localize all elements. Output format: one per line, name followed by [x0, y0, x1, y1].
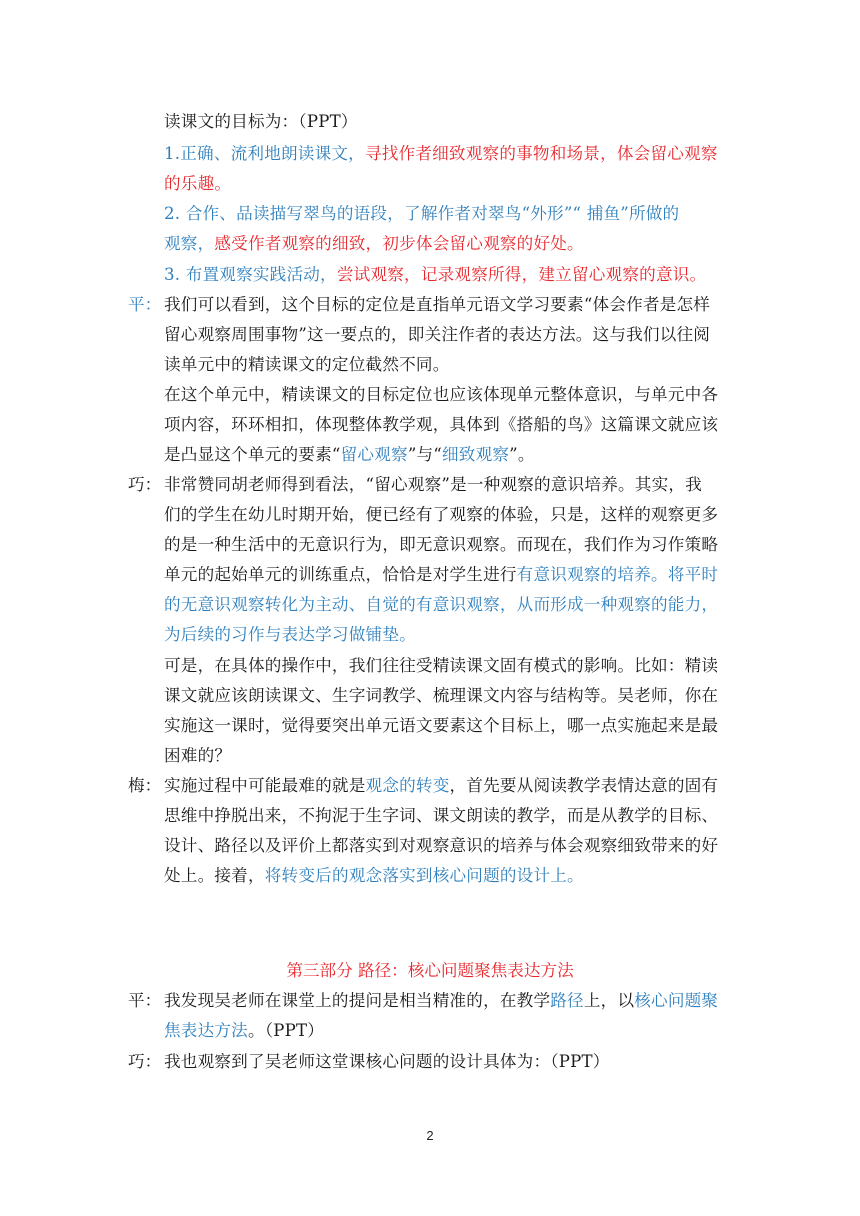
mei1-line-4 [164, 865, 584, 887]
ping1-line-6 [164, 444, 535, 466]
qiao2-line-1: 我也观察到了吴老师这堂课核心问题的设计具体为：（PPT） [164, 1052, 610, 1071]
goal-1-number: 1. [164, 144, 181, 163]
speaker-qiao: 巧： [128, 475, 162, 494]
qiao1-line-9: 实施这一课时，觉得要突出单元语文要素这个目标上，哪一点实施起来是最 [164, 716, 719, 735]
ping1-l6-highlight-1: 留心观察 [340, 445, 408, 464]
goal-3-blue-text: 3. 布置观察实践活动， [164, 265, 337, 284]
mei1-line-1 [164, 775, 718, 797]
qiao1-line-6: 为后续的习作与表达学习做铺垫。 [164, 625, 416, 644]
goal-2-red-text: 感受作者观察的细致，初步体会留心观察的好处。 [214, 234, 584, 253]
goal-2-line-2 [164, 233, 584, 255]
goal-2-blue-text: 观察， [164, 234, 215, 253]
goal-3-red-text: 尝试观察，记录观察所得，建立留心观察的意识。 [336, 265, 707, 284]
qiao1-line-3: 的是一种生活中的无意识行为，即无意识观察。而现在，我们作为习作策略 [164, 535, 719, 554]
qiao1-line-7: 可是，在具体的操作中，我们往往受精读课文固有模式的影响。比如：精读 [164, 656, 719, 675]
qiao1-l4-highlight: 有意识观察的培养。将平时 [516, 565, 719, 584]
ping1-line-4: 在这个单元中，精读课文的目标定位也应该体现单元整体意识，与单元中各 [164, 385, 719, 404]
mei1-line-2: 思维中挣脱出来，不拘泥于生字词、课文朗读的教学，而是从教学的目标、 [164, 806, 719, 825]
qiao1-line-4 [164, 564, 718, 586]
ping1-l6-text-c: ”与“ [407, 445, 442, 464]
ping1-l6-text-e: ”。 [509, 445, 535, 464]
ping1-line-2: 留心观察周围事物”这一要点的，即关注作者的表达方法。这与我们以往阅 [164, 325, 711, 344]
ping2-l2-highlight: 焦表达方法 [164, 1021, 248, 1040]
qiao1-line-10: 困难的？ [164, 746, 232, 765]
speaker-mei: 梅： [128, 776, 162, 795]
ping2-l2-text: 。（PPT） [247, 1021, 325, 1040]
goal-1-line-2: 的乐趣。 [164, 174, 232, 193]
qiao1-line-8: 课文就应该朗读课文、生字词教学、梳理课文内容与结构等。吴老师，你在 [164, 686, 719, 705]
ping1-line-5: 项内容，环环相扣，体现整体教学观，具体到《搭船的鸟》这篇课文就应该 [164, 415, 719, 434]
speaker-ping: 平： [128, 295, 162, 314]
mei1-l4-highlight: 将转变后的观念落实到核心问题的设计上。 [264, 866, 584, 885]
qiao1-l4-text: 单元的起始单元的训练重点，恰恰是对学生进行 [164, 565, 517, 584]
ping1-line-1: 我们可以看到，这个目标的定位是直指单元语文学习要素“体会作者是怎样 [164, 295, 711, 314]
goal-1-blue-text: 正确、流利地朗读课文， [180, 144, 365, 163]
ping2-l1-highlight-1: 路径 [550, 991, 584, 1010]
goals-intro: 读课文的目标为：（PPT） [164, 112, 358, 131]
mei1-l1-highlight: 观念的转变 [365, 776, 450, 795]
page-number: 2 [426, 1128, 434, 1143]
goal-2-line-1: 2. 合作、品读描写翠鸟的语段，了解作者对翠鸟“外形”“ 捕鱼”所做的 [164, 204, 680, 223]
mei1-l1-text-c: ，首先要从阅读教学表情达意的固有 [449, 776, 719, 795]
qiao1-line-5: 的无意识观察转化为主动、自觉的有意识观察，从而形成一种观察的能力， [164, 595, 719, 614]
mei1-l4-text: 处上。接着， [164, 866, 265, 885]
goal-1-red-text: 寻找作者细致观察的事物和场景，体会留心观察 [364, 144, 718, 163]
qiao1-line-2: 们的学生在幼儿时期开始，便已经有了观察的体验，只是，这样的观察更多 [164, 505, 719, 524]
ping1-line-3: 读单元中的精读课文的定位截然不同。 [164, 355, 450, 374]
goal-3-line [164, 264, 706, 286]
goal-1-line-1 [164, 143, 718, 165]
ping1-l6-highlight-2: 细致观察 [441, 445, 510, 464]
mei1-line-3: 设计、路径以及评价上都落实到对观察意识的培养与体会观察细致带来的好 [164, 836, 719, 855]
ping2-l1-highlight-2: 核心问题聚 [634, 991, 719, 1010]
speaker-qiao-2: 巧： [128, 1052, 162, 1071]
ping2-line-2 [164, 1020, 324, 1042]
ping2-l1-text-a: 我发现吴老师在课堂上的提问是相当精准的，在教学 [164, 991, 551, 1010]
qiao1-line-1: 非常赞同胡老师得到看法，“留心观察”是一种观察的意识培养。其实，我 [164, 475, 702, 494]
ping2-l1-text-c: 上，以 [583, 991, 635, 1010]
ping2-line-1 [164, 990, 718, 1012]
ping1-l6-text-a: 是凸显这个单元的要素“ [164, 445, 341, 464]
mei1-l1-text-a: 实施过程中可能最难的就是 [164, 776, 366, 795]
speaker-ping-2: 平： [128, 991, 162, 1010]
section-3-heading: 第三部分 路径：核心问题聚焦表达方法 [286, 961, 574, 980]
